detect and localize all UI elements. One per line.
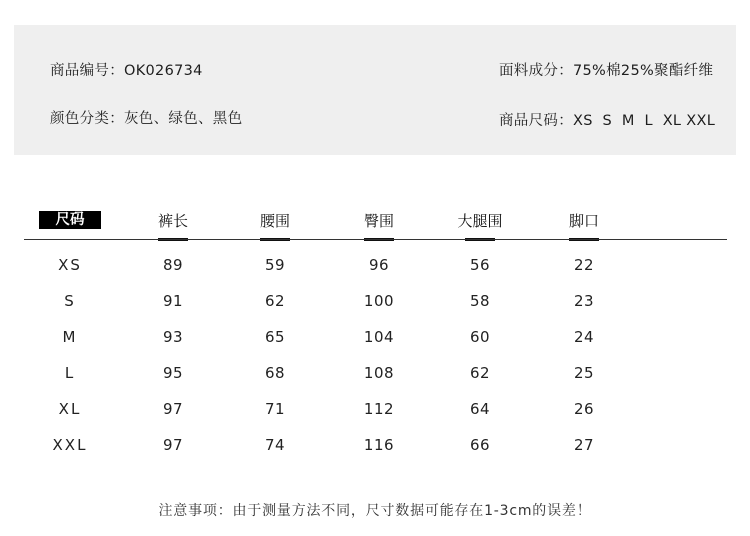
header-divider <box>24 239 727 240</box>
table-cell: 96 <box>368 256 390 274</box>
table-cell: 74 <box>264 436 286 454</box>
table-cell: 108 <box>363 364 395 382</box>
color-options <box>50 107 242 128</box>
item-number <box>50 59 203 80</box>
table-cell: 89 <box>162 256 184 274</box>
table-cell: 62 <box>469 364 491 382</box>
header-length: 裤长 <box>157 212 188 230</box>
size-cell: M <box>62 328 78 346</box>
color-label: 颜色分类： <box>50 111 124 127</box>
table-cell: 27 <box>573 436 595 454</box>
material-label: 面料成分： <box>499 63 573 79</box>
material <box>499 59 713 80</box>
table-cell: 100 <box>363 292 395 310</box>
table-cell: 26 <box>573 400 595 418</box>
table-cell: 24 <box>573 328 595 346</box>
size-cell: XXL <box>52 436 88 454</box>
product-info-panel <box>14 25 736 155</box>
header-thigh: 大腿围 <box>457 212 503 230</box>
sizes-label: 商品尺码： <box>499 113 573 129</box>
header-waist: 腰围 <box>259 212 290 230</box>
measurement-note: 注意事项：由于测量方法不同，尺寸数据可能存在1-3cm的误差！ <box>158 503 592 519</box>
size-cell: L <box>64 364 76 382</box>
sizes-value: XS S M L XL XXL <box>573 113 716 129</box>
table-cell: 116 <box>363 436 395 454</box>
table-cell: 60 <box>469 328 491 346</box>
table-cell: 64 <box>469 400 491 418</box>
header-hem: 脚口 <box>568 212 599 230</box>
table-cell: 91 <box>162 292 184 310</box>
table-cell: 93 <box>162 328 184 346</box>
table-cell: 68 <box>264 364 286 382</box>
table-cell: 104 <box>363 328 395 346</box>
color-value: 灰色、绿色、黑色 <box>124 111 243 127</box>
table-cell: 59 <box>264 256 286 274</box>
material-value: 75%棉25%聚酯纤维 <box>573 63 714 79</box>
size-cell: S <box>64 292 76 310</box>
size-cell: XL <box>58 400 82 418</box>
table-cell: 71 <box>264 400 286 418</box>
header-hip: 臀围 <box>363 212 394 230</box>
table-cell: 25 <box>573 364 595 382</box>
header-size: 尺码 <box>39 211 101 229</box>
table-cell: 97 <box>162 436 184 454</box>
table-cell: 95 <box>162 364 184 382</box>
table-cell: 23 <box>573 292 595 310</box>
table-cell: 56 <box>469 256 491 274</box>
table-cell: 65 <box>264 328 286 346</box>
table-cell: 22 <box>573 256 595 274</box>
table-cell: 62 <box>264 292 286 310</box>
item-number-value: OK026734 <box>124 63 203 79</box>
size-cell: XS <box>58 256 82 274</box>
table-cell: 112 <box>363 400 395 418</box>
size-options <box>499 109 715 130</box>
table-cell: 58 <box>469 292 491 310</box>
table-cell: 66 <box>469 436 491 454</box>
item-number-label: 商品编号： <box>50 63 124 79</box>
table-cell: 97 <box>162 400 184 418</box>
